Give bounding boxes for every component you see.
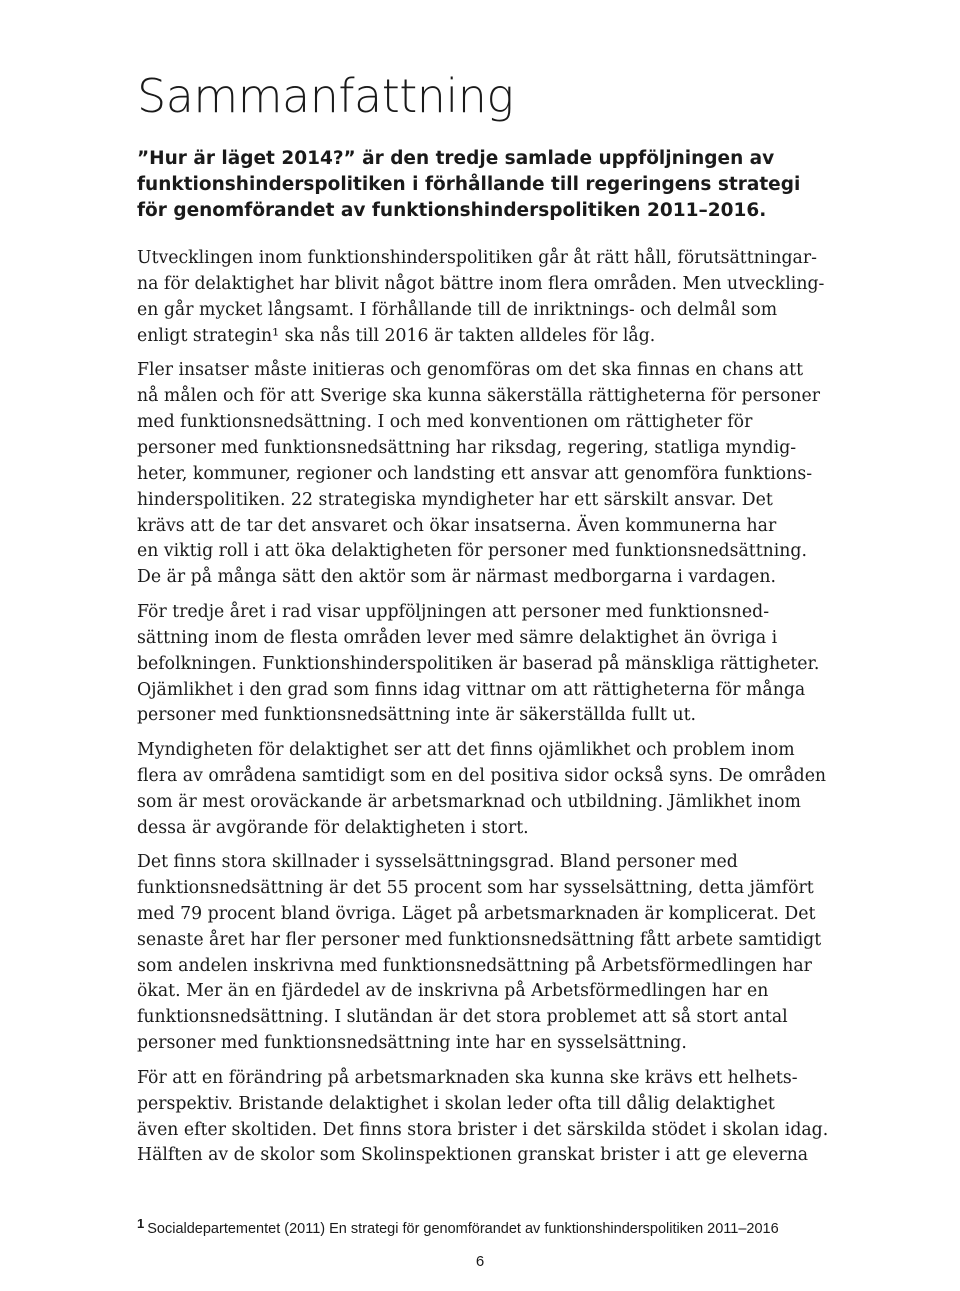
footnote — [137, 1216, 779, 1237]
paragraph-6 — [137, 1066, 827, 1170]
lead-line: för genomförandet av funktionshinderspolitiken 2011–2016. — [137, 200, 767, 221]
text-line: funktionsnedsättning är det 55 procent som har sysselsättning, detta jämfört — [137, 877, 814, 898]
text-line: De är på många sätt den aktör som är närmast medborgarna i vardagen. — [137, 567, 776, 588]
lead-line: ”Hur är läget 2014?” är den tredje samlade uppföljningen av — [137, 148, 775, 169]
page-title: Sammanfattning — [137, 69, 514, 123]
text-line: funktionsnedsättning. I slutändan är det stora problemet att så stort antal — [137, 1007, 788, 1028]
body-text — [137, 246, 827, 1178]
footnote-number: 1 — [137, 1216, 145, 1231]
paragraph-1 — [137, 246, 827, 350]
text-line: med 79 procent bland övriga. Läget på arbetsmarknaden är komplicerat. Det — [137, 903, 816, 924]
text-line: hinderspolitiken. 22 strategiska myndigheter har ett särskilt ansvar. Det — [137, 489, 773, 510]
text-line: ökat. Mer än en fjärdedel av de inskrivna på Arbetsförmedlingen har en — [137, 981, 769, 1002]
text-line: som andelen inskrivna med funktionsnedsättning på Arbetsförmedlingen har — [137, 955, 812, 976]
text-line: befolkningen. Funktionshinderspolitiken är baserad på mänskliga rättigheter. — [137, 653, 820, 674]
text-line: sättning inom de flesta områden lever med sämre delaktighet än övriga i — [137, 627, 778, 648]
text-line: personer med funktionsnedsättning har riksdag, regering, statliga myndig- — [137, 437, 797, 458]
text-line: krävs att de tar det ansvaret och ökar insatserna. Även kommunerna har — [137, 515, 777, 536]
text-line: personer med funktionsnedsättning inte har en sysselsättning. — [137, 1033, 687, 1054]
paragraph-5 — [137, 850, 827, 1057]
text-line: Myndigheten för delaktighet ser att det finns ojämlikhet och problem inom — [137, 739, 795, 760]
text-line: Utvecklingen inom funktionshinderspolitiken går åt rätt håll, förutsättningar- — [137, 248, 817, 268]
text-line: en går mycket långsamt. I förhållande till de inriktnings- och delmål som — [137, 299, 778, 320]
text-line: Det finns stora skillnader i sysselsättningsgrad. Bland personer med — [137, 851, 738, 872]
text-line: heter, kommuner, regioner och landsting ett ansvar att genomföra funktions- — [137, 463, 813, 484]
text-line: na för delaktighet har blivit något bättre inom flera områden. Men utveckling- — [137, 273, 825, 294]
text-line: som är mest oroväckande är arbetsmarknad och utbildning. Jämlikhet inom — [137, 791, 801, 812]
paragraph-3 — [137, 600, 827, 730]
text-line: För tredje året i rad visar uppföljningen att personer med funktionsned- — [137, 601, 770, 622]
text-line: enligt strategin¹ ska nås till 2016 är takten alldeles för låg. — [137, 325, 656, 346]
text-line: dessa är avgörande för delaktigheten i stort. — [137, 817, 529, 838]
text-line: senaste året har fler personer med funktionsnedsättning fått arbete samtidigt — [137, 929, 822, 950]
lead-line: funktionshinderspolitiken i förhållande till regeringens strategi — [137, 174, 801, 195]
paragraph-2 — [137, 358, 827, 591]
text-line: flera av områdena samtidigt som en del positiva sidor också syns. De områden — [137, 765, 827, 786]
text-line: även efter skoltiden. Det finns stora brister i det särskilda stödet i skolan idag. — [137, 1119, 829, 1140]
lead-paragraph — [137, 146, 827, 224]
text-line: Ojämlikhet i den grad som finns idag vittnar om att rättigheterna för många — [137, 679, 806, 700]
text-line: Fler insatser måste initieras och genomföras om det ska finnas en chans att — [137, 360, 804, 381]
page-number: 6 — [475, 1253, 485, 1270]
text-line: För att en förändring på arbetsmarknaden ska kunna ske krävs ett helhets- — [137, 1067, 798, 1088]
text-line: med funktionsnedsättning. I och med konventionen om rättigheter för — [137, 411, 753, 432]
footnote-text: Socialdepartementet (2011) En strategi för genomförandet av funktionshinderspolitiken 2011–2016 — [147, 1221, 779, 1237]
text-line: personer med funktionsnedsättning inte är säkerställda fullt ut. — [137, 705, 697, 726]
paragraph-4 — [137, 738, 827, 842]
text-line: perspektiv. Bristande delaktighet i skolan leder ofta till dålig delaktighet — [137, 1093, 775, 1114]
text-line: nå målen och för att Sverige ska kunna säkerställa rättigheterna för personer — [137, 386, 820, 407]
text-line: Hälften av de skolor som Skolinspektionen granskat brister i att ge eleverna — [137, 1145, 809, 1166]
text-line: en viktig roll i att öka delaktigheten för personer med funktionsnedsättning. — [137, 541, 807, 562]
